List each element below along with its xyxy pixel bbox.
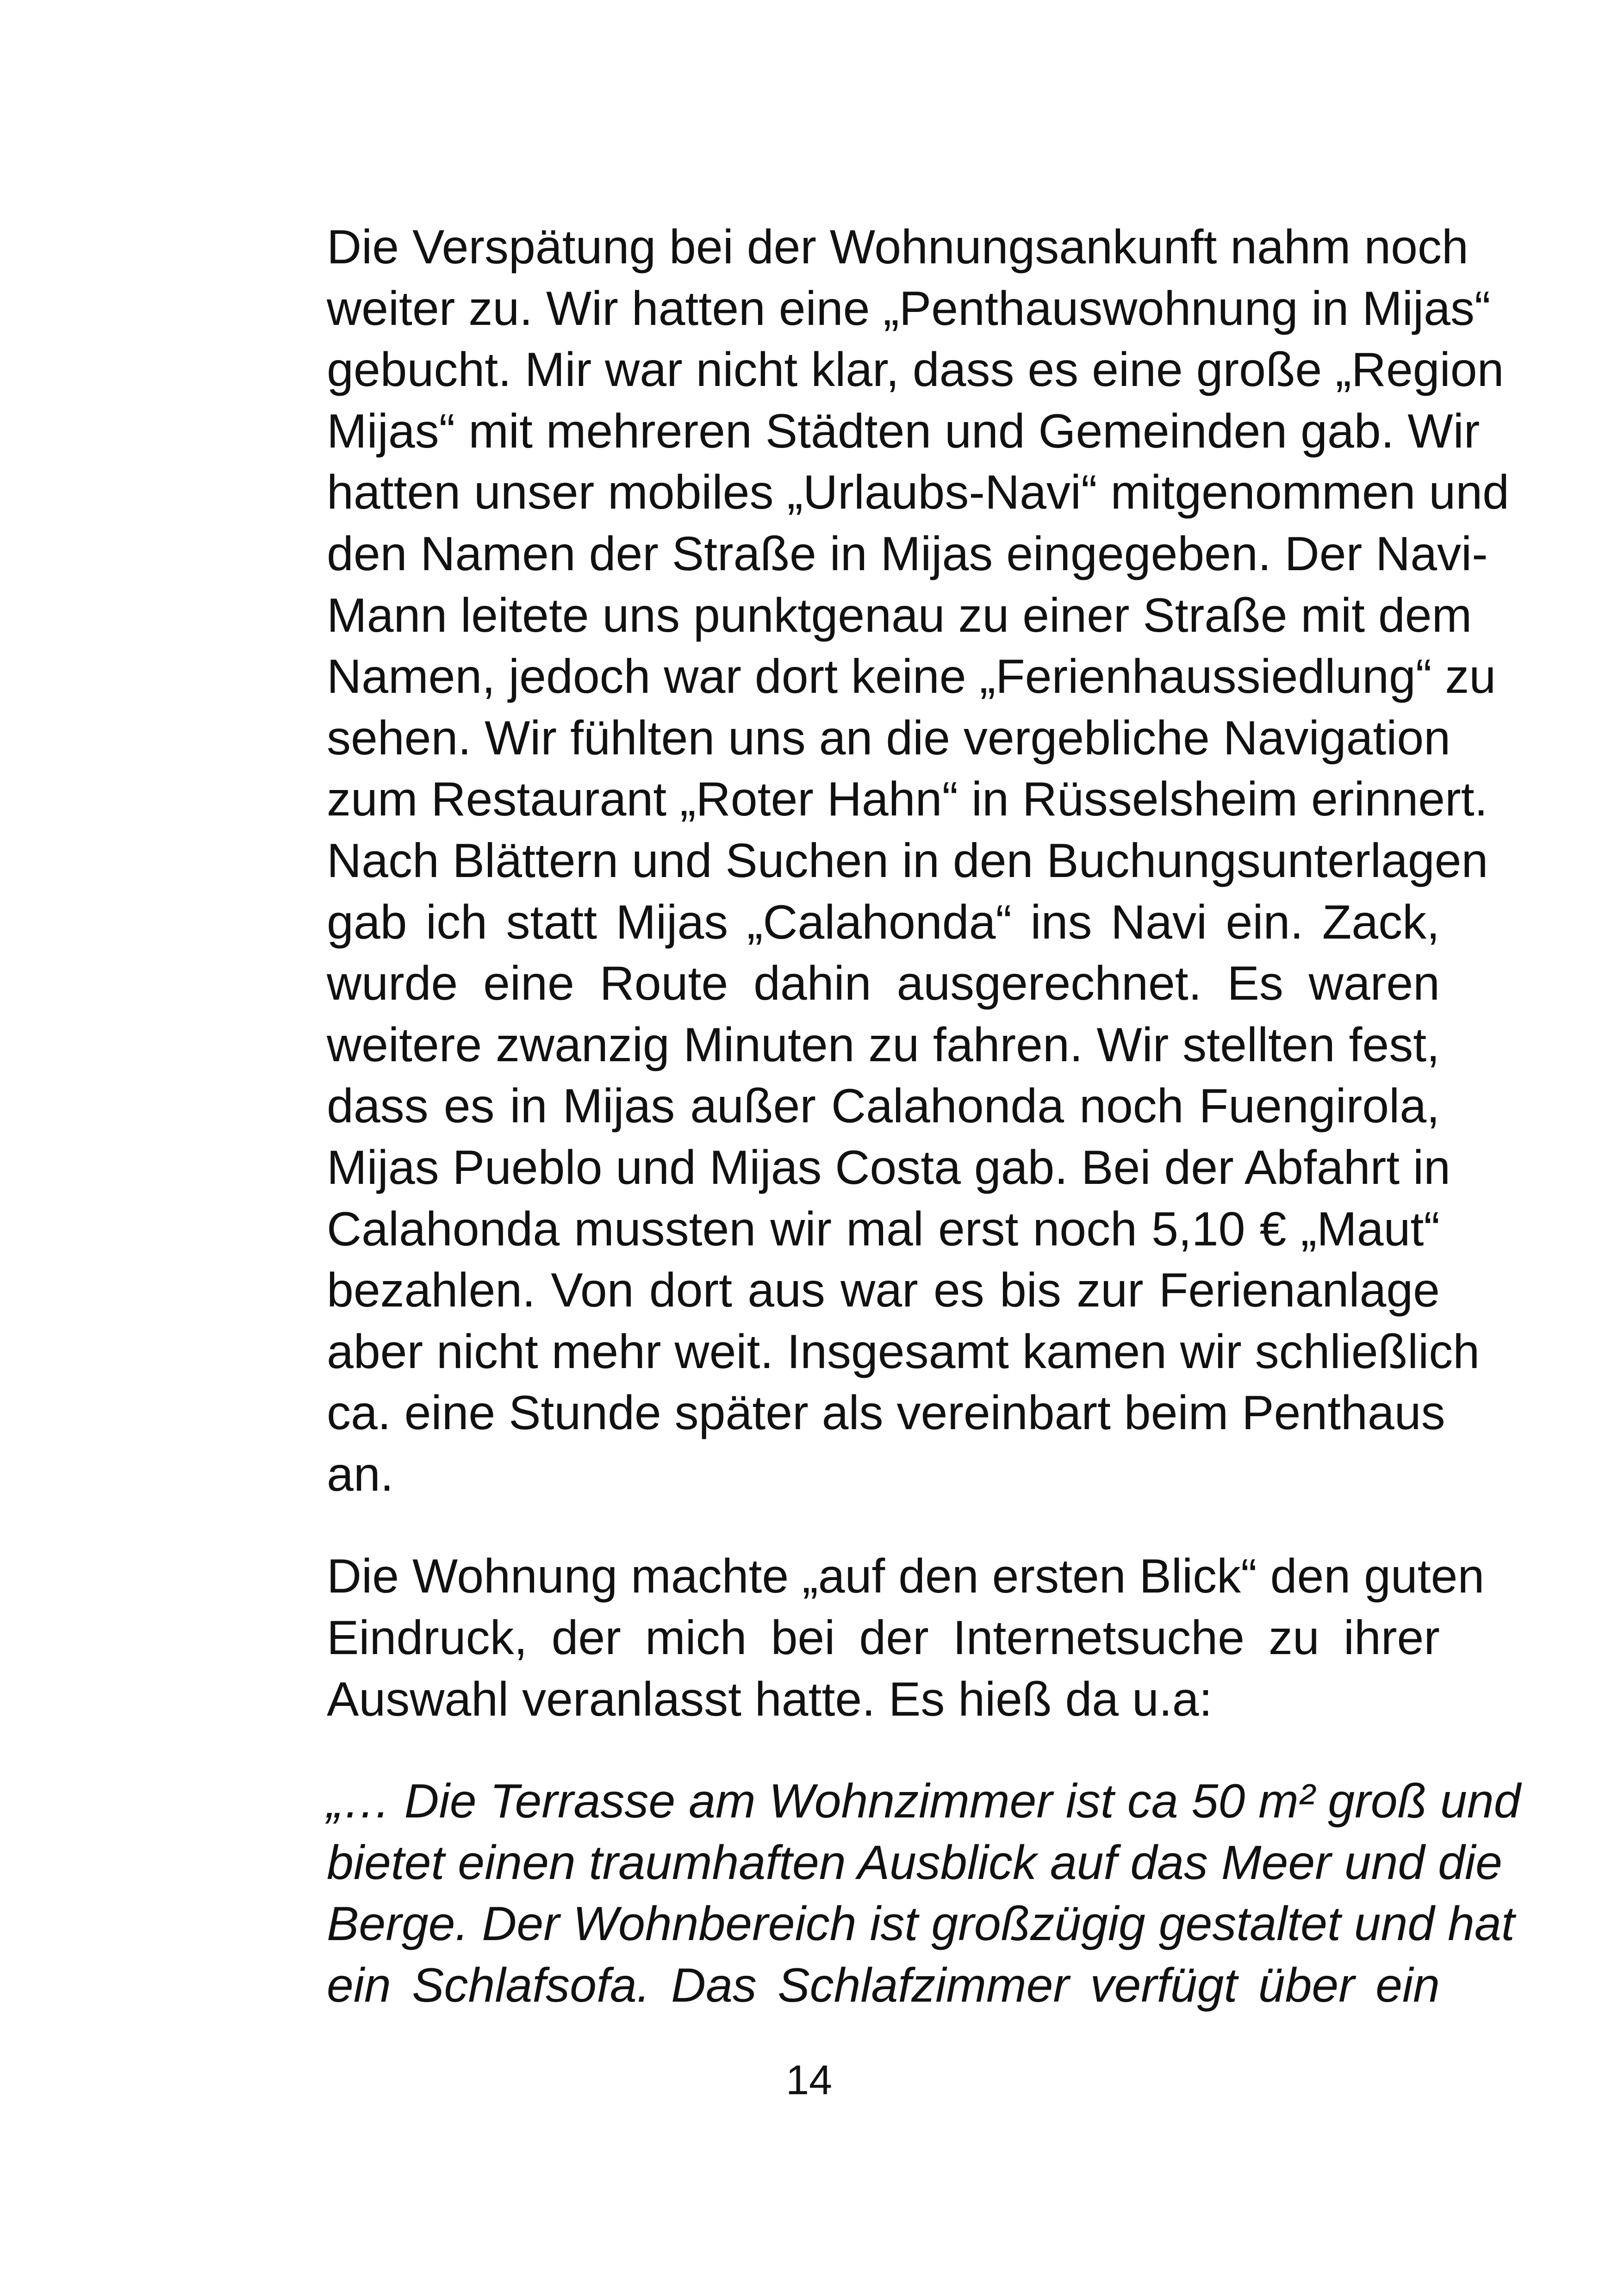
- text-line: zum Restaurant „Roter Hahn“ in Rüsselsheim erinnert.: [327, 772, 1488, 827]
- body-text: [327, 217, 1521, 2016]
- paragraph-listing-quote: [327, 1771, 1521, 2016]
- text-line: Berge. Der Wohnbereich ist großzügig gestaltet und hat: [327, 1897, 1515, 1951]
- text-line: wurde eine Route dahin ausgerechnet. Es waren: [327, 957, 1440, 1011]
- text-line: Namen, jedoch war dort keine „Ferienhaussiedlung“ zu: [327, 650, 1496, 704]
- text-line: Die Wohnung machte „auf den ersten Blick“ den guten: [327, 1549, 1485, 1604]
- text-line: Die Verspätung bei der Wohnungsankunft nahm noch: [327, 220, 1469, 274]
- text-line: ein Schlafsofa. Das Schlafzimmer verfügt über ein: [327, 1959, 1440, 2013]
- text-line: bietet einen traumhaften Ausblick auf das Meer und die: [327, 1836, 1502, 1890]
- text-line: Mijas“ mit mehreren Städten und Gemeinden gab. Wir: [327, 404, 1480, 458]
- text-line: an.: [327, 1447, 394, 1501]
- page-number: 14: [785, 2057, 833, 2103]
- text-line: den Namen der Straße in Mijas eingegeben. Der Navi-: [327, 527, 1488, 581]
- text-line: Auswahl veranlasst hatte. Es hieß da u.a:: [327, 1672, 1213, 1726]
- text-line: Nach Blättern und Suchen in den Buchungsunterlagen: [327, 834, 1488, 888]
- text-line: Eindruck, der mich bei der Internetsuche zu ihrer: [327, 1611, 1440, 1665]
- text-line: weitere zwanzig Minuten zu fahren. Wir stellten fest,: [327, 1018, 1440, 1072]
- text-line: Mann leitete uns punktgenau zu einer Straße mit dem: [327, 588, 1472, 642]
- text-line: hatten unser mobiles „Urlaubs-Navi“ mitgenommen und: [327, 466, 1509, 520]
- text-line: gab ich statt Mijas „Calahonda“ ins Navi ein. Zack,: [327, 895, 1440, 949]
- text-line: dass es in Mijas außer Calahonda noch Fuengirola,: [327, 1079, 1440, 1133]
- text-line: Mijas Pueblo und Mijas Costa gab. Bei der Abfahrt in: [327, 1140, 1451, 1195]
- text-line: „… Die Terrasse am Wohnzimmer ist ca 50 m² groß und: [327, 1774, 1521, 1829]
- text-line: sehen. Wir fühlten uns an die vergebliche Navigation: [327, 711, 1451, 765]
- text-line: gebucht. Mir war nicht klar, dass es eine große „Region: [327, 343, 1504, 397]
- text-line: ca. eine Stunde später als vereinbart beim Penthaus: [327, 1386, 1445, 1440]
- text-line: aber nicht mehr weit. Insgesamt kamen wir schließlich: [327, 1325, 1480, 1379]
- text-line: bezahlen. Von dort aus war es bis zur Ferienanlage: [327, 1263, 1440, 1318]
- paragraph-first-impression: [327, 1546, 1485, 1730]
- text-line: weiter zu. Wir hatten eine „Penthauswohnung in Mijas“: [327, 281, 1491, 336]
- paragraph-arrival-delay: [327, 217, 1509, 1505]
- text-line: Calahonda mussten wir mal erst noch 5,10 € „Maut“: [327, 1202, 1440, 1256]
